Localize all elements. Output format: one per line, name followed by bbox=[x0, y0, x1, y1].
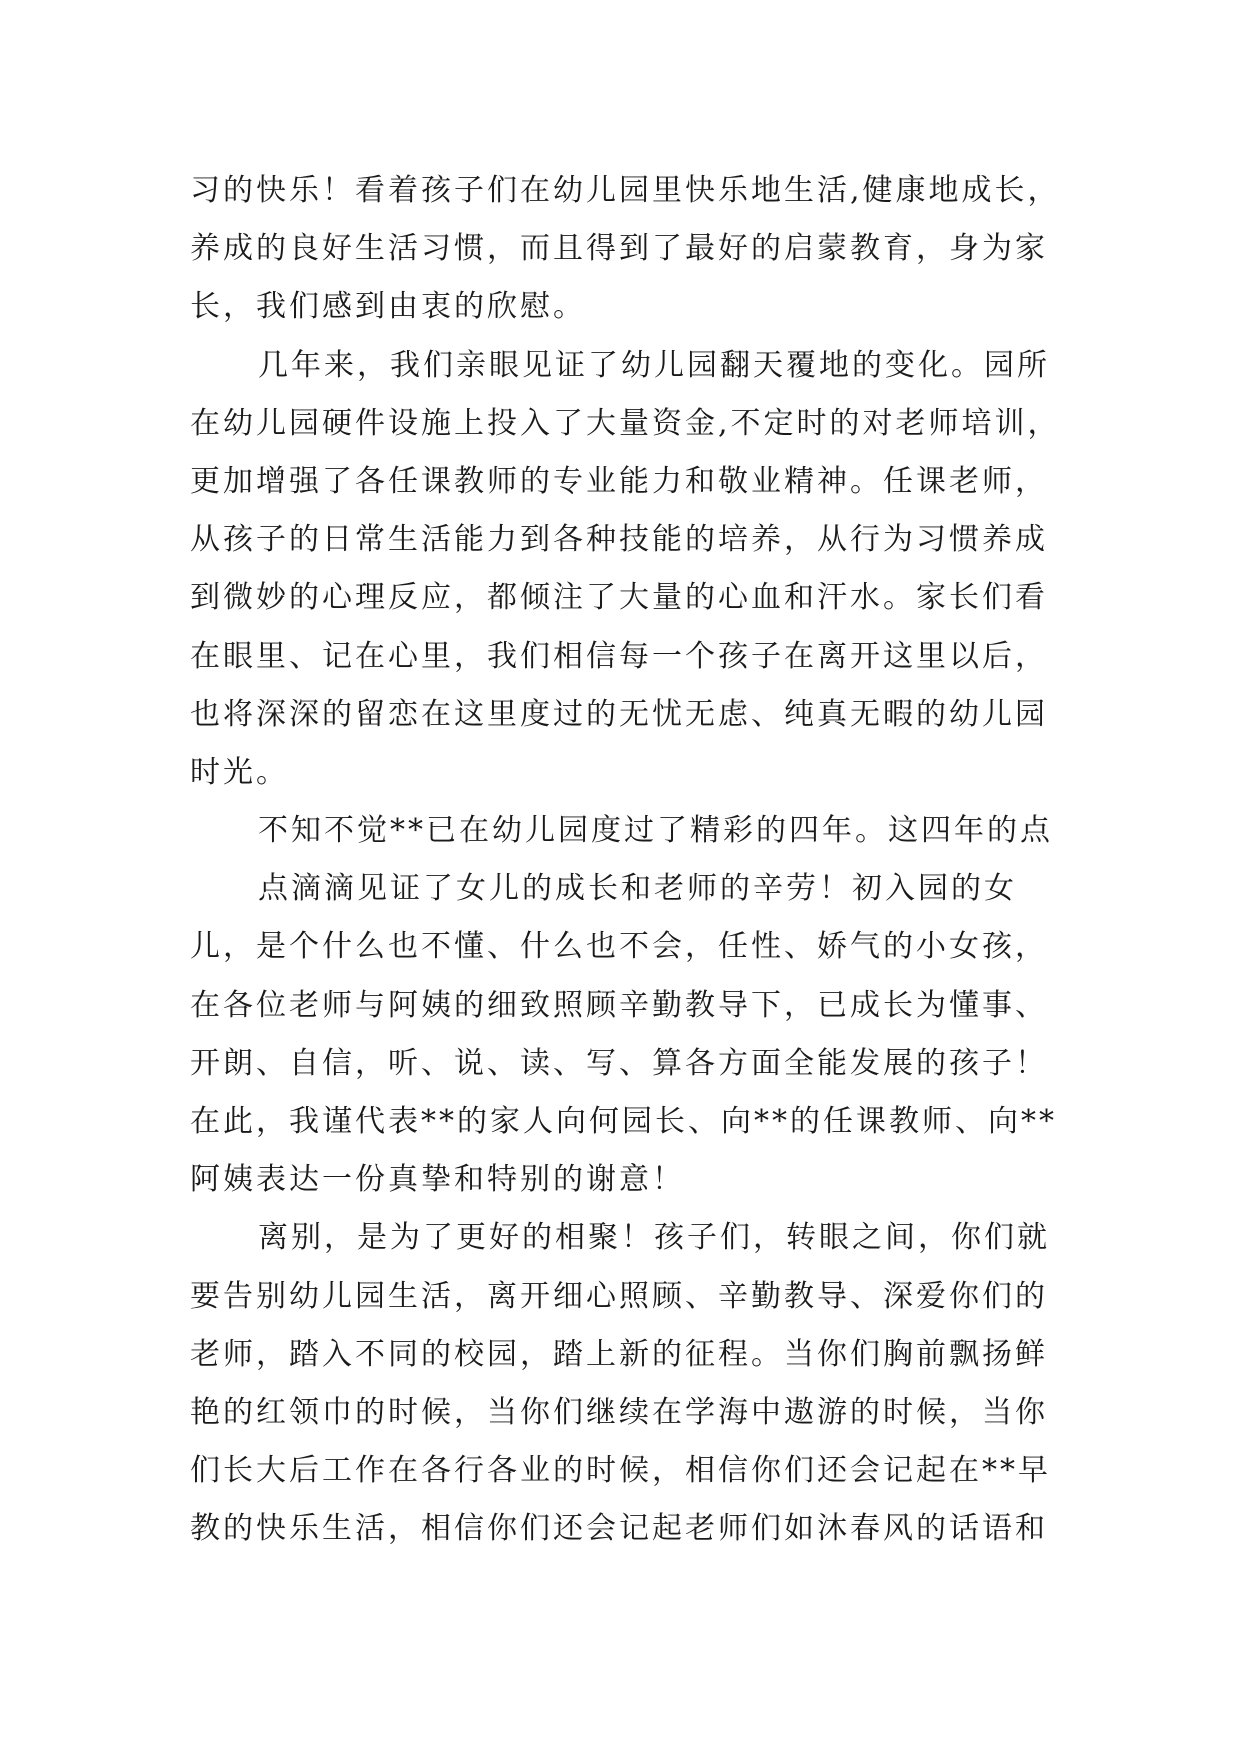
text-line: 们长大后工作在各行各业的时候，相信你们还会记起在**早 bbox=[190, 1453, 1051, 1489]
text-line: 在幼儿园硬件设施上投入了大量资金,不定时的对老师培训， bbox=[190, 405, 1061, 441]
text-line: 到微妙的心理反应，都倾注了大量的心血和汗水。家长们看 bbox=[190, 580, 1048, 616]
text-line: 更加增强了各任课教师的专业能力和敬业精神。任课老师， bbox=[190, 463, 1048, 499]
paragraph-start-line: 不知不觉**已在幼儿园度过了精彩的四年。这四年的点 bbox=[258, 813, 1053, 849]
text-line: 习的快乐！看着孩子们在幼儿园里快乐地生活,健康地成长， bbox=[190, 173, 1061, 208]
text-line: 儿，是个什么也不懂、什么也不会，任性、娇气的小女孩， bbox=[190, 929, 1048, 965]
text-line: 在眼里、记在心里，我们相信每一个孩子在离开这里以后， bbox=[190, 638, 1048, 674]
paragraph-start-line: 几年来，我们亲眼见证了幼儿园翻天覆地的变化。园所 bbox=[258, 347, 1050, 383]
text-line: 时光。 bbox=[190, 754, 289, 790]
text-line: 在此，我谨代表**的家人向何园长、向**的任课教师、向** bbox=[190, 1104, 1057, 1139]
text-line: 教的快乐生活，相信你们还会记起老师们如沐春风的话语和 bbox=[190, 1511, 1048, 1547]
text-line: 点滴滴见证了女儿的成长和老师的辛劳！初入园的女 bbox=[258, 871, 1017, 907]
text-line: 阿姨表达一份真挚和特别的谢意！ bbox=[190, 1162, 685, 1198]
text-line: 从孩子的日常生活能力到各种技能的培养，从行为习惯养成 bbox=[190, 522, 1048, 558]
text-line: 艳的红领巾的时候，当你们继续在学海中遨游的时候，当你 bbox=[190, 1394, 1048, 1430]
text-line: 开朗、自信，听、说、读、写、算各方面全能发展的孩子！ bbox=[190, 1045, 1048, 1081]
text-line: 要告别幼儿园生活，离开细心照顾、辛勤教导、深爱你们的 bbox=[190, 1278, 1048, 1314]
text-line: 长，我们感到由衷的欣慰。 bbox=[190, 289, 586, 325]
text-line: 在各位老师与阿姨的细致照顾辛勤教导下，已成长为懂事、 bbox=[190, 987, 1048, 1023]
paragraph-start-line: 离别，是为了更好的相聚！孩子们，转眼之间，你们就 bbox=[258, 1220, 1050, 1256]
text-line: 也将深深的留恋在这里度过的无忧无虑、纯真无暇的幼儿园 bbox=[190, 696, 1048, 732]
body-text bbox=[190, 162, 1090, 1559]
text-line: 养成的良好生活习惯，而且得到了最好的启蒙教育，身为家 bbox=[190, 231, 1048, 267]
text-line: 老师，踏入不同的校园，踏上新的征程。当你们胸前飘扬鲜 bbox=[190, 1336, 1048, 1372]
